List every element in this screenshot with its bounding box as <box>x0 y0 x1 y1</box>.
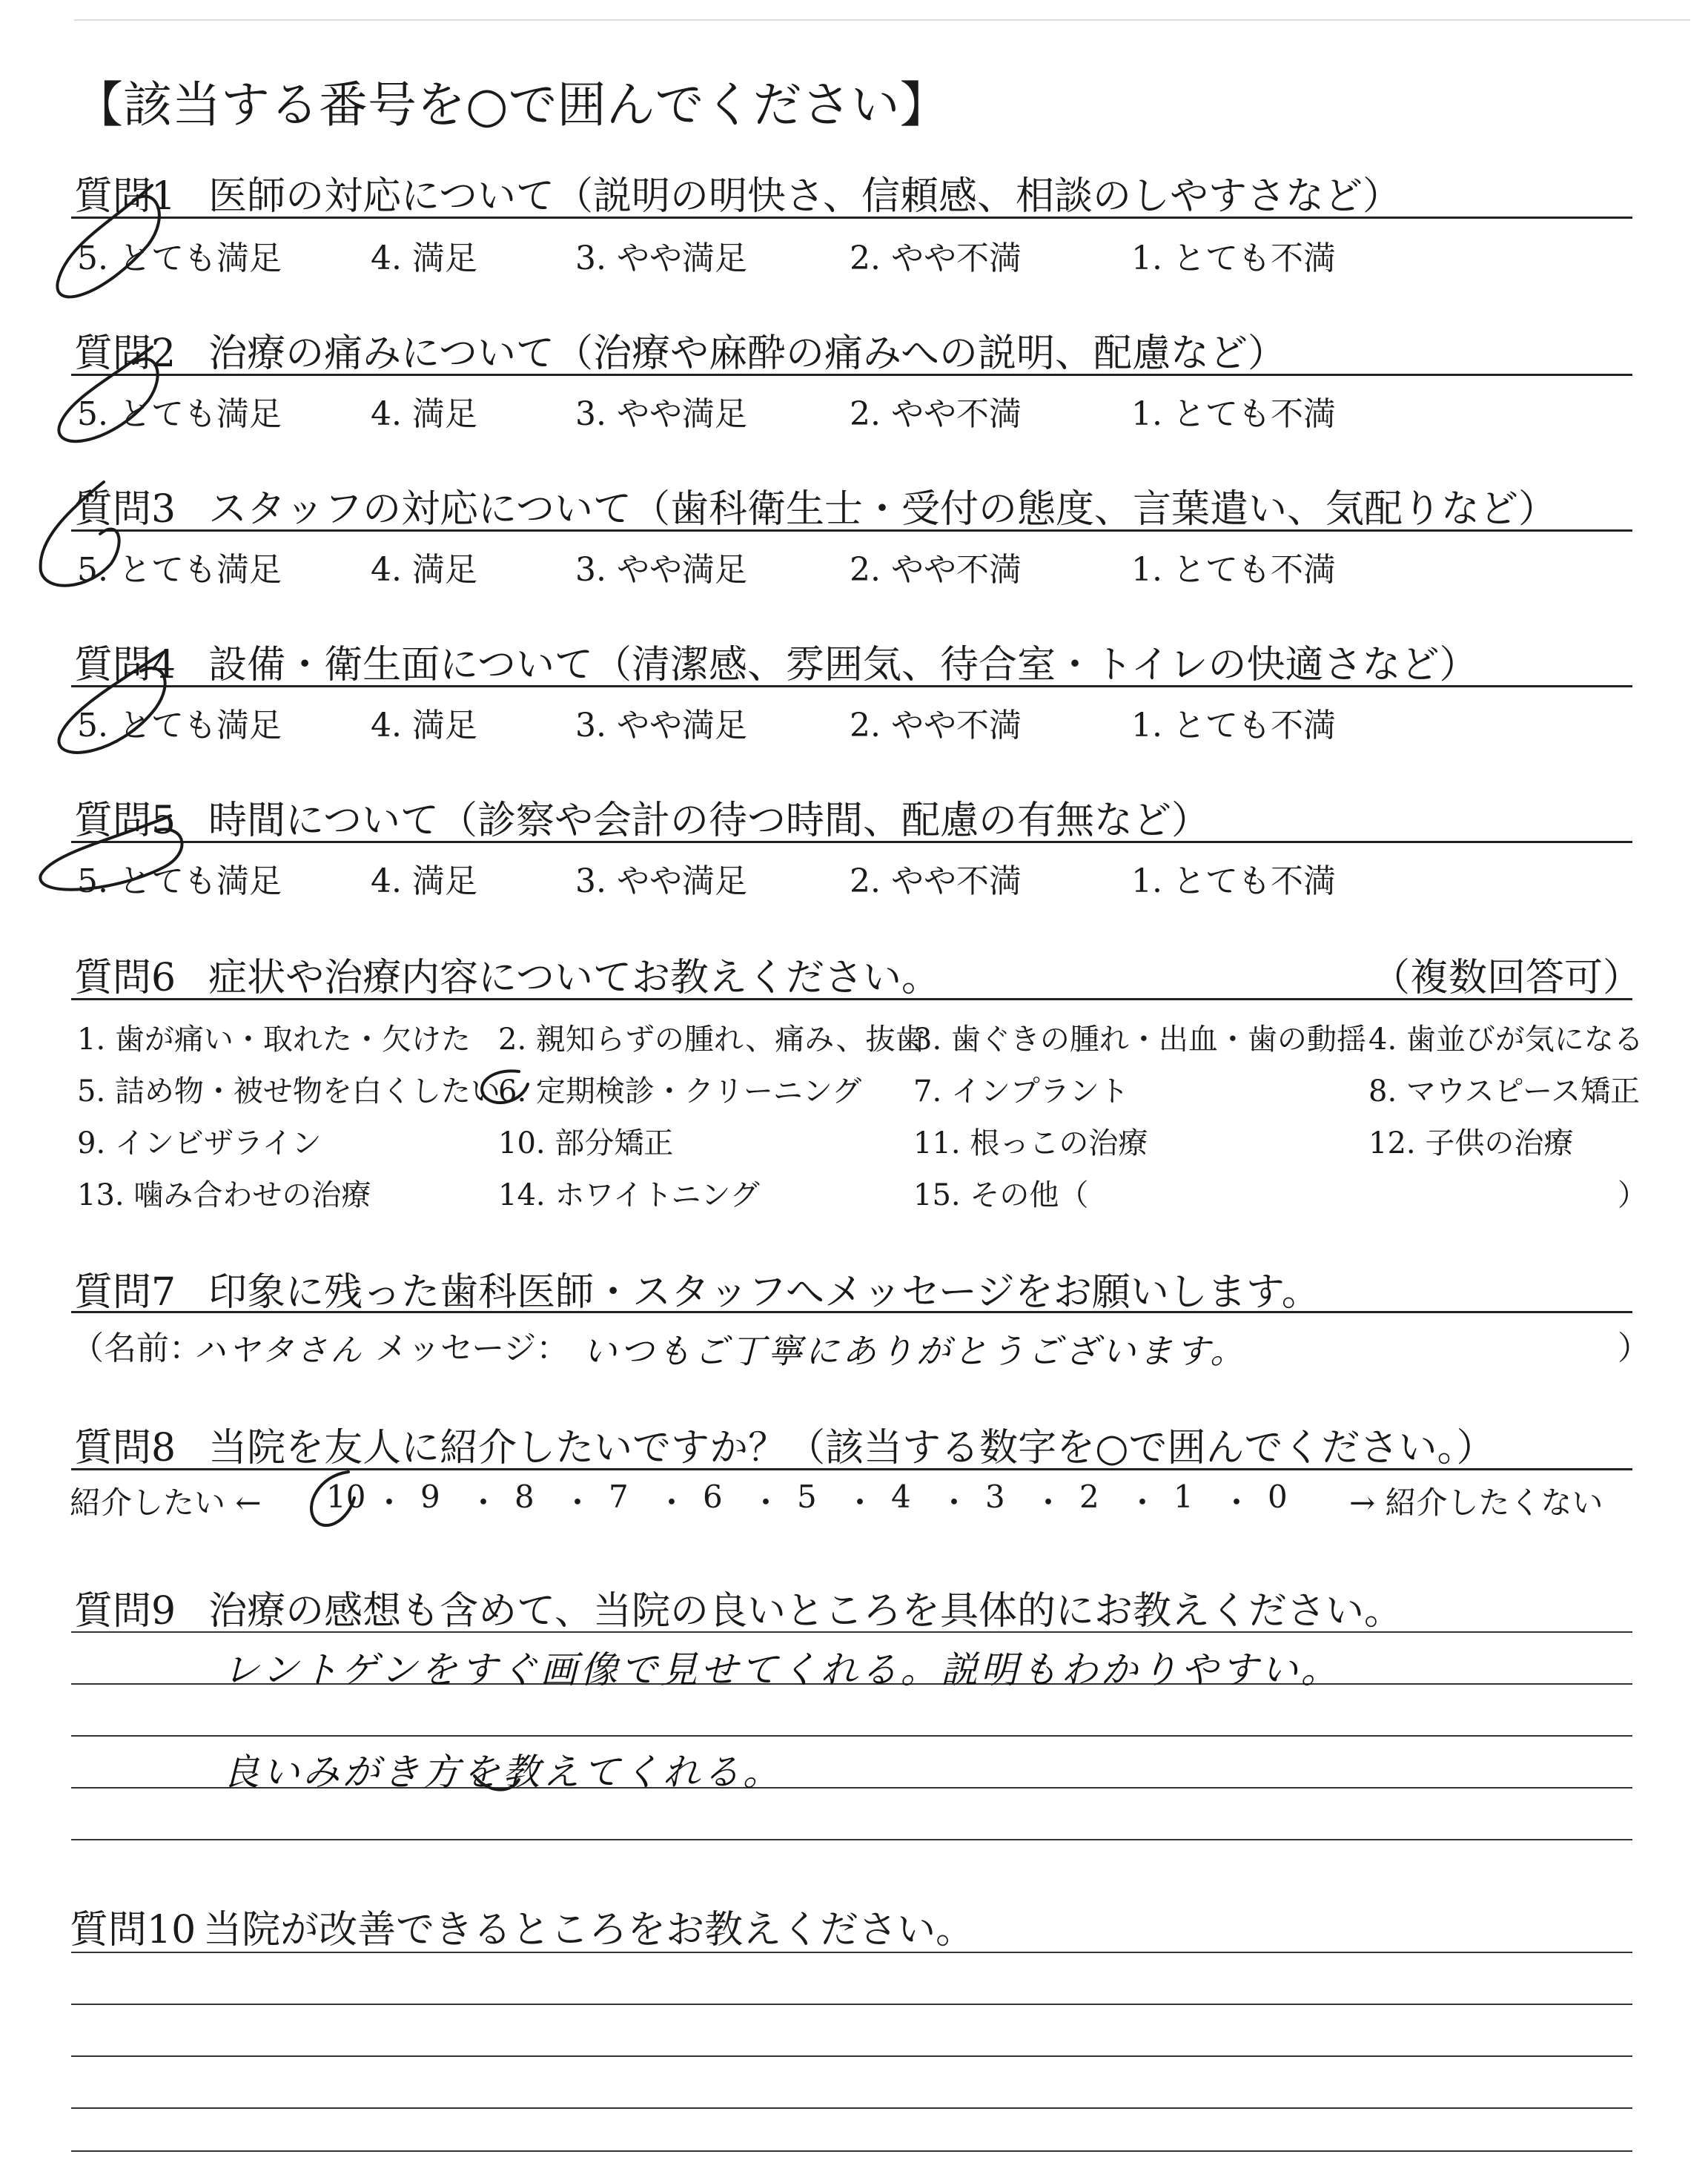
q1-rule <box>71 217 1632 219</box>
q8-scale-separator: ・ <box>374 1484 406 1521</box>
top-edge-line <box>74 19 1690 21</box>
q8-text: 当院を友人に紹介したいですか？（該当する数字を○で囲んでください。） <box>208 1426 1495 1470</box>
q9-line-3 <box>71 1735 1632 1737</box>
q7-rule <box>71 1311 1632 1313</box>
q3-text: スタッフの対応について（歯科衛生士・受付の態度、言葉遣い、気配りなど） <box>208 487 1558 532</box>
q7-text: 印象に残った歯科医師・スタッフへメッセージをお願いします。 <box>208 1270 1320 1315</box>
q1-label: 質問1 <box>74 174 176 219</box>
q8-scale-value-10[interactable]: 10 <box>326 1479 366 1515</box>
q3-option-4[interactable]: 4. 満足 <box>371 551 477 589</box>
q8-scale-separator: ・ <box>656 1484 688 1521</box>
q8-scale-value-9[interactable]: 9 <box>420 1479 440 1515</box>
q2-text: 治療の痛みについて（治療や麻酔の痛みへの説明、配慮など） <box>208 331 1287 376</box>
q9-answer-line-2[interactable]: 良いみがき方を教えてくれる。 <box>222 1751 783 1794</box>
q6-option-7[interactable]: 7. インプラント <box>913 1074 1129 1109</box>
q1-text: 医師の対応について（説明の明快さ、信頼感、相談のしやすさなど） <box>208 174 1401 219</box>
q6-option-8[interactable]: 8. マウスピース矯正 <box>1368 1074 1641 1109</box>
q8-scale-value-5[interactable]: 5 <box>797 1479 817 1515</box>
q8-scale-value-7[interactable]: 7 <box>609 1479 629 1515</box>
q8-scale-separator: ・ <box>939 1484 970 1521</box>
q4-rule <box>71 685 1632 687</box>
q9-text: 治療の感想も含めて、当院の良いところを具体的にお教えください。 <box>208 1589 1403 1634</box>
q8-scale-separator: ・ <box>1127 1484 1159 1521</box>
q1-option-1[interactable]: 1. とても不満 <box>1131 240 1336 277</box>
q10-header <box>70 1898 974 1954</box>
q1-option-5[interactable]: 5. とても満足 <box>77 240 282 277</box>
q8-scale-value-6[interactable]: 6 <box>703 1479 723 1515</box>
q8-scale-value-1[interactable]: 1 <box>1174 1479 1194 1515</box>
q2-header <box>74 322 1286 377</box>
q10-line-1 <box>71 1952 1632 1953</box>
q5-label: 質問5 <box>74 799 176 843</box>
q2-label: 質問2 <box>74 331 176 376</box>
q7-close: ） <box>1618 1330 1650 1367</box>
q10-label: 質問10 <box>70 1908 196 1952</box>
q9-answer-line-1[interactable]: レントゲンをすぐ画像で見せてくれる。説明もわかりやすい。 <box>222 1648 1341 1691</box>
q10-line-5 <box>71 2150 1632 2152</box>
q2-option-5[interactable]: 5. とても満足 <box>77 395 282 433</box>
q10-line-3 <box>71 2055 1632 2057</box>
q4-text: 設備・衛生面について（清潔感、雰囲気、待合室・トイレの快適さなど） <box>208 643 1478 687</box>
q2-option-2[interactable]: 2. やや不満 <box>850 395 1022 433</box>
q6-text: 症状や治療内容についてお教えください。 <box>208 956 941 1000</box>
q8-rule <box>71 1468 1632 1470</box>
q8-scale-value-0[interactable]: 0 <box>1268 1479 1288 1515</box>
q9-header <box>74 1579 1403 1635</box>
q8-scale-value-2[interactable]: 2 <box>1079 1479 1099 1515</box>
q6-option-12[interactable]: 12. 子供の治療 <box>1368 1126 1574 1160</box>
q10-line-2 <box>71 2004 1632 2005</box>
q5-text: 時間について（診察や会計の待つ時間、配慮の有無など） <box>208 799 1211 843</box>
q1-option-2[interactable]: 2. やや不満 <box>850 240 1022 277</box>
q6-option-11[interactable]: 11. 根っこの治療 <box>913 1126 1148 1160</box>
q8-scale-separator: ・ <box>562 1484 594 1521</box>
q6-option-10[interactable]: 10. 部分矯正 <box>498 1126 674 1160</box>
q1-option-4[interactable]: 4. 満足 <box>371 240 477 277</box>
q4-option-1[interactable]: 1. とても不満 <box>1131 707 1336 744</box>
q1-option-3[interactable]: 3. やや満足 <box>575 240 747 277</box>
q9-line-1 <box>71 1631 1632 1633</box>
q5-option-2[interactable]: 2. やや不満 <box>850 862 1022 900</box>
q8-scale-value-8[interactable]: 8 <box>514 1479 534 1515</box>
q6-multiple-note: （複数回答可） <box>1371 956 1642 1000</box>
q7-message-handwritten[interactable]: いつもご丁寧にありがとうございます。 <box>583 1331 1248 1371</box>
q7-label: 質問7 <box>74 1270 176 1315</box>
q8-scale-separator: ・ <box>750 1484 782 1521</box>
q6-option-1[interactable]: 1. 歯が痛い・取れた・欠けた <box>77 1023 471 1057</box>
q6-option-14[interactable]: 14. ホワイトニング <box>498 1178 760 1212</box>
q3-option-2[interactable]: 2. やや不満 <box>850 551 1022 589</box>
q5-option-4[interactable]: 4. 満足 <box>371 862 477 900</box>
q7-message-label: メッセージ： <box>375 1330 569 1367</box>
q2-option-4[interactable]: 4. 満足 <box>371 395 477 433</box>
q9-line-5 <box>71 1839 1632 1840</box>
q6-label: 質問6 <box>74 956 176 1000</box>
q4-option-3[interactable]: 3. やや満足 <box>575 707 747 744</box>
q5-option-3[interactable]: 3. やや満足 <box>575 862 747 900</box>
q4-header <box>74 633 1477 689</box>
q6-option-2[interactable]: 2. 親知らずの腫れ、痛み、抜歯 <box>498 1023 925 1057</box>
q5-option-5[interactable]: 5. とても満足 <box>77 862 282 900</box>
q4-option-4[interactable]: 4. 満足 <box>371 707 477 744</box>
q6-option-9[interactable]: 9. インビザライン <box>77 1126 322 1160</box>
q6-option-3[interactable]: 3. 歯ぐきの腫れ・出血・歯の動揺 <box>913 1023 1366 1057</box>
q3-rule <box>71 529 1632 532</box>
q5-rule <box>71 841 1632 843</box>
q8-scale-separator: ・ <box>468 1484 500 1521</box>
q1-header <box>74 165 1401 220</box>
q4-option-5[interactable]: 5. とても満足 <box>77 707 282 744</box>
q6-option-6[interactable]: 6. 定期検診・クリーニング <box>498 1074 862 1109</box>
q8-scale-value-3[interactable]: 3 <box>985 1479 1005 1515</box>
q7-name-handwritten[interactable]: ハヤタさん <box>194 1332 365 1368</box>
q8-header <box>74 1416 1494 1472</box>
q8-scale-value-4[interactable]: 4 <box>891 1479 911 1515</box>
q6-option-13[interactable]: 13. 噛み合わせの治療 <box>77 1178 371 1212</box>
q6-rule <box>71 998 1632 1000</box>
form-title: 【該当する番号を○で囲んでください】 <box>74 76 949 133</box>
q3-header <box>74 478 1557 533</box>
q9-label: 質問9 <box>74 1589 176 1634</box>
q10-line-4 <box>71 2107 1632 2109</box>
q6-other-close: ） <box>1618 1178 1647 1212</box>
q3-option-5[interactable]: 5. とても満足 <box>77 551 282 589</box>
q6-option-5[interactable]: 5. 詰め物・被せ物を白くしたい <box>77 1074 500 1109</box>
q4-label: 質問4 <box>74 643 176 687</box>
q7-header <box>74 1261 1320 1316</box>
q5-option-1[interactable]: 1. とても不満 <box>1131 862 1336 900</box>
q6-option-15[interactable]: 15. その他（ <box>913 1178 1089 1212</box>
q8-label: 質問8 <box>74 1426 176 1470</box>
q8-scale-separator: ・ <box>1221 1484 1253 1521</box>
q8-scale-separator: ・ <box>844 1484 876 1521</box>
q6-option-4[interactable]: 4. 歯並びが気になる <box>1368 1023 1644 1057</box>
q10-text: 当院が改善できるところをお教えください。 <box>203 1908 975 1952</box>
q8-scale-separator: ・ <box>1033 1484 1065 1521</box>
q3-label: 質問3 <box>74 487 176 532</box>
q3-option-3[interactable]: 3. やや満足 <box>575 551 747 589</box>
q8-right-label: → 紹介したくない <box>1349 1484 1603 1521</box>
q7-name-label: （名前： <box>71 1330 202 1367</box>
q2-option-3[interactable]: 3. やや満足 <box>575 395 747 433</box>
q8-left-label: 紹介したい ← <box>70 1484 262 1521</box>
q5-header <box>74 789 1210 845</box>
q3-option-1[interactable]: 1. とても不満 <box>1131 551 1336 589</box>
q2-option-1[interactable]: 1. とても不満 <box>1131 395 1336 433</box>
q6-header <box>74 946 940 1002</box>
q4-option-2[interactable]: 2. やや不満 <box>850 707 1022 744</box>
q2-rule <box>71 374 1632 376</box>
